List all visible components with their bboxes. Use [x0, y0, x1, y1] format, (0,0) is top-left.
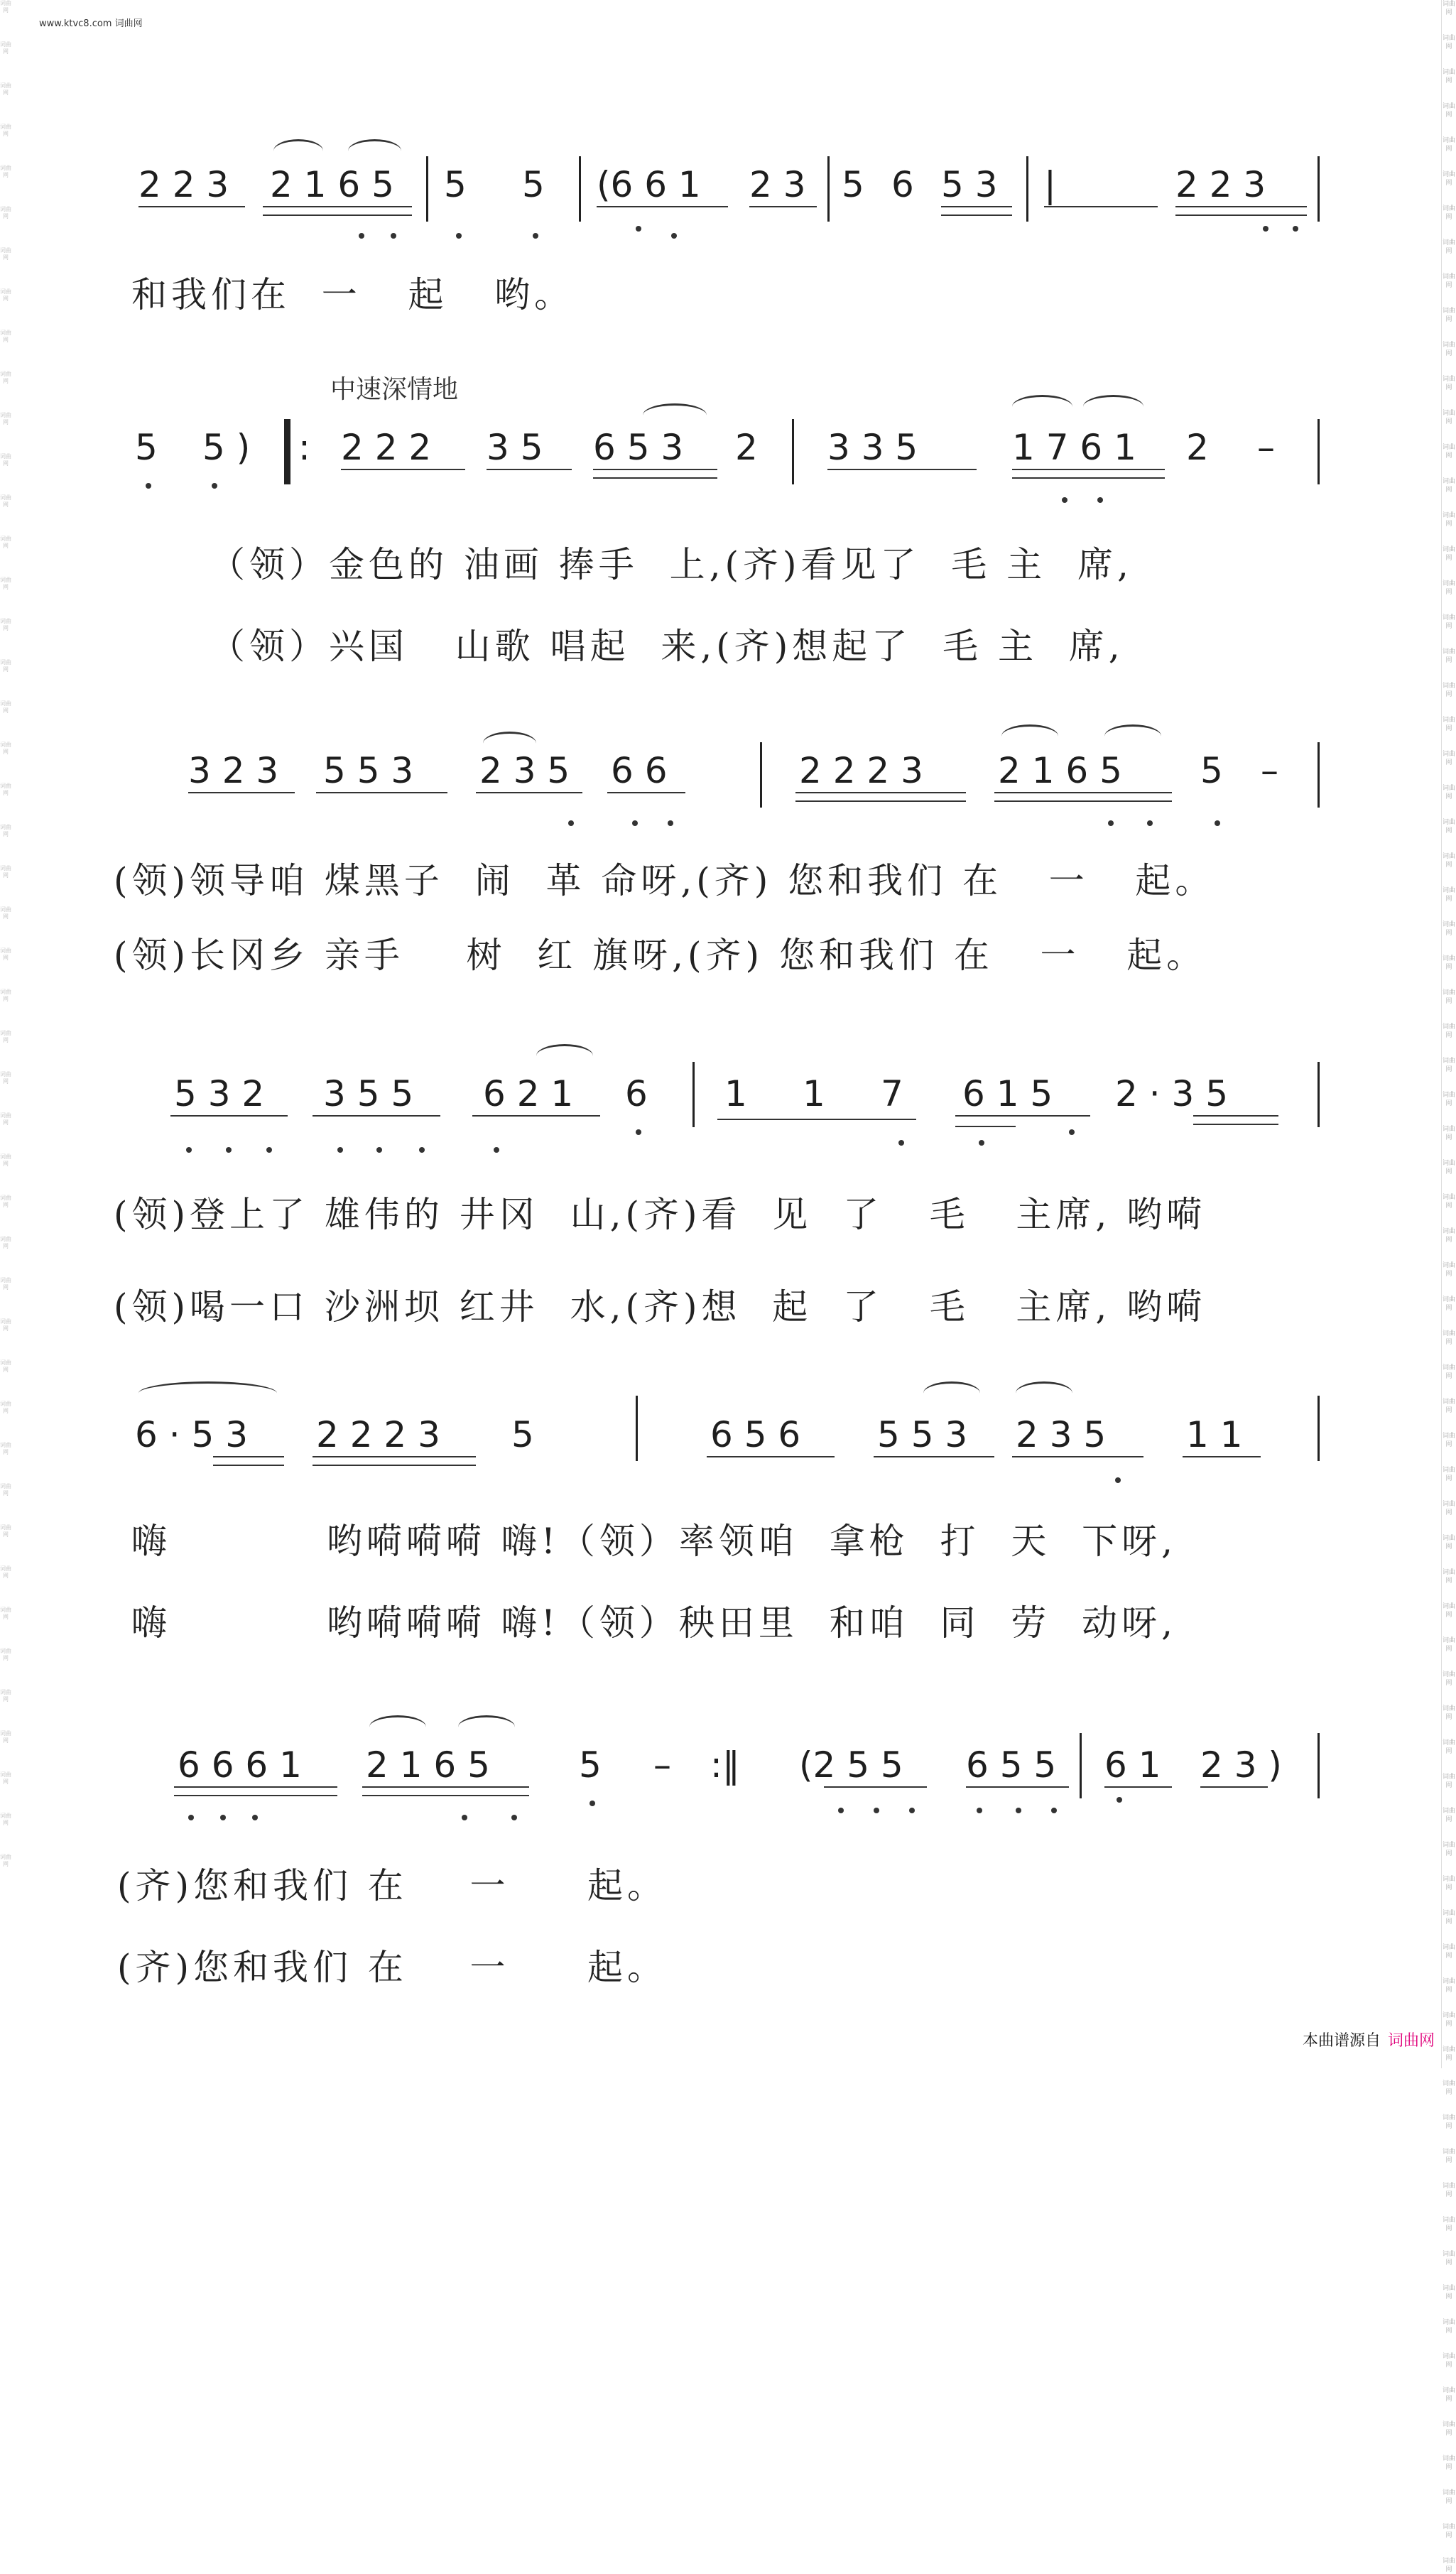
repeat-start-barline — [284, 419, 290, 484]
barline — [1318, 742, 1320, 808]
lyric-line: (领)登上了 雄伟的 井冈 山,(齐)看 见 了 毛 主席, 哟嗬 — [114, 1194, 1207, 1235]
note-group: 2 3 5 — [479, 750, 570, 791]
note-group: 6 6 6 1 — [178, 1744, 302, 1786]
lyric-line: （领）兴国 山歌 唱起 来,(齐)想起了 毛 主 席, — [210, 626, 1124, 667]
lyric-line: (齐)您和我们 在 一 起。 — [117, 1947, 667, 1988]
barline — [636, 1396, 638, 1461]
note-group: – — [1257, 427, 1275, 468]
note-group: 3 2 3 — [188, 750, 279, 791]
right-watermark-strip: 词曲网 词曲网 词曲网 词曲网 词曲网 词曲网 词曲网 词曲网 词曲网 词曲网 词曲网 词曲网 词曲网 词曲网 词曲网 词曲网 词曲网 词曲网 词曲网 词曲网 词曲网 词曲网 词曲网 词曲网 词曲网 词曲网 词曲网 词曲网 词曲网 词曲网 词曲网 词曲网 词曲网 词曲网 词曲网 词曲网 词曲网 词曲网 词曲网 词曲网 词曲网 词曲网 词曲网 词曲网 词曲网 词曲网 词曲网 词曲网 词曲网 词曲网 词曲网 词曲网 词曲网 词曲网 词曲网 词曲网 词曲网 词曲网 词曲网 词曲网 词曲网 词曲网 词曲网 词曲网 词曲网 词曲网 词曲网 词曲网 词曲网 词曲网 词曲网 词曲网 词曲网 词曲网 词曲网 词曲网 — [1442, 1, 1455, 2573]
barline — [1318, 156, 1320, 222]
note-group: 2 — [1186, 427, 1209, 468]
note-group: 6 — [625, 1073, 648, 1114]
note-group: 2 2 2 3 — [316, 1414, 440, 1455]
barline — [426, 156, 428, 222]
note-group: 6 2 1 — [483, 1073, 574, 1114]
lyric-line: (领)长冈乡 亲手 树 红 旗呀,(齐) 您和我们 在 一 起。 — [114, 935, 1207, 976]
note-group: 6 5 6 — [710, 1414, 801, 1455]
note-group: 5 3 2 — [174, 1073, 265, 1114]
left-watermark-strip: 词曲网 词曲网 词曲网 词曲网 词曲网 词曲网 词曲网 词曲网 词曲网 词曲网 词曲网 词曲网 词曲网 词曲网 词曲网 词曲网 词曲网 词曲网 词曲网 词曲网 词曲网 词曲网 词曲网 词曲网 词曲网 词曲网 词曲网 词曲网 词曲网 词曲网 词曲网 词曲网 词曲网 词曲网 词曲网 词曲网 词曲网 词曲网 词曲网 词曲网 词曲网 词曲网 词曲网 词曲网 词曲网 词曲网 — [0, 0, 11, 1867]
lyric-line: 和我们在 一 起 哟。 — [131, 274, 575, 315]
barline — [1318, 1396, 1320, 1461]
note-group: 5 — [842, 164, 864, 205]
note-group: 6 1 5 — [962, 1073, 1053, 1114]
note-group: 6 5 5 — [966, 1744, 1057, 1786]
note-group: 2 2 2 3 — [799, 750, 923, 791]
barline — [692, 1062, 695, 1127]
repeat-end-sign: :‖ — [710, 1744, 740, 1786]
lyric-line: (领)喝一口 沙洲坝 红井 水,(齐)想 起 了 毛 主席, 哟嗬 — [114, 1286, 1207, 1327]
lyric-line: （领）金色的 油画 捧手 上,(齐)看见了 毛 主 席, — [210, 544, 1133, 585]
note-group: 2 · 3 5 — [1115, 1073, 1229, 1114]
note-group: 3 5 — [487, 427, 543, 468]
note-group: 2 1 6 5 — [366, 1744, 490, 1786]
note-group: 6 — [891, 164, 914, 205]
note-group: (2 5 5 — [799, 1744, 903, 1786]
barline — [1026, 156, 1028, 222]
note-group: 2 3 ) — [1200, 1744, 1282, 1786]
note-group: 1 — [724, 1073, 747, 1114]
note-group: 2 1 6 5 — [270, 164, 394, 205]
note-group: 2 2 3 — [1175, 164, 1266, 205]
note-group: 2 3 — [749, 164, 806, 205]
barline — [827, 156, 830, 222]
note-group: 6 5 3 — [593, 427, 684, 468]
barline — [760, 742, 762, 808]
note-group: 1 — [803, 1073, 825, 1114]
barline — [579, 156, 581, 222]
lyric-line: (领)领导咱 煤黑子 闹 革 命呀,(齐) 您和我们 在 一 起。 — [114, 860, 1215, 901]
note-group: 5 — [444, 164, 467, 205]
note-group: 3 5 5 — [323, 1073, 414, 1114]
note-group: 6 · 5 3 — [135, 1414, 249, 1455]
note-group: 7 — [881, 1073, 903, 1114]
note-group: 5 — [522, 164, 545, 205]
note-group: 6 6 — [611, 750, 668, 791]
lyric-line: (齐)您和我们 在 一 起。 — [117, 1865, 667, 1906]
note-group: 5 5 3 — [323, 750, 414, 791]
header-url: www.ktvc8.com 词曲网 — [39, 18, 143, 29]
barline — [1080, 1733, 1082, 1798]
lyric-line: 嗨 哟嗬嗬嗬 嗨!（领）秧田里 和咱 同 劳 动呀, — [131, 1602, 1177, 1644]
note-group: 5 5 3 — [877, 1414, 968, 1455]
note-group: 5 — [511, 1414, 534, 1455]
tempo-marking: 中速深情地 — [330, 375, 459, 404]
note-group: 5 — [1200, 750, 1223, 791]
note-group: – — [1261, 750, 1278, 791]
note-group: 5 3 — [941, 164, 998, 205]
barline — [1318, 419, 1320, 484]
note-group: 2 2 2 — [341, 427, 432, 468]
note-group: 2 — [735, 427, 758, 468]
footer-source — [1303, 2029, 1435, 2051]
repeat-sign: : — [298, 427, 310, 468]
note-group: 1 1 — [1186, 1414, 1243, 1455]
barline — [792, 419, 794, 484]
note-group: – — [653, 1744, 671, 1786]
barline — [1318, 1733, 1320, 1798]
note-group: 6 1 — [1104, 1744, 1161, 1786]
note-group: 2 1 6 5 — [998, 750, 1122, 791]
note-group: 5 — [135, 427, 158, 468]
note-group: 1 7 6 1 — [1012, 427, 1136, 468]
note-group: 5 ) — [202, 427, 251, 468]
note-group: 3 3 5 — [827, 427, 918, 468]
footer-source-label: 本曲谱源自 — [1302, 2032, 1381, 2050]
barline — [1318, 1062, 1320, 1127]
lyric-line: 嗨 哟嗬嗬嗬 嗨!（领）率领咱 拿枪 打 天 下呀, — [131, 1521, 1177, 1562]
note-group: 5 — [579, 1744, 602, 1786]
note-group: | — [1044, 164, 1056, 205]
footer-site-link[interactable]: 词曲网 — [1387, 2032, 1435, 2050]
note-group: 2 3 5 — [1016, 1414, 1107, 1455]
note-group: 2 2 3 — [138, 164, 229, 205]
note-group: (6 6 1 — [597, 164, 701, 205]
